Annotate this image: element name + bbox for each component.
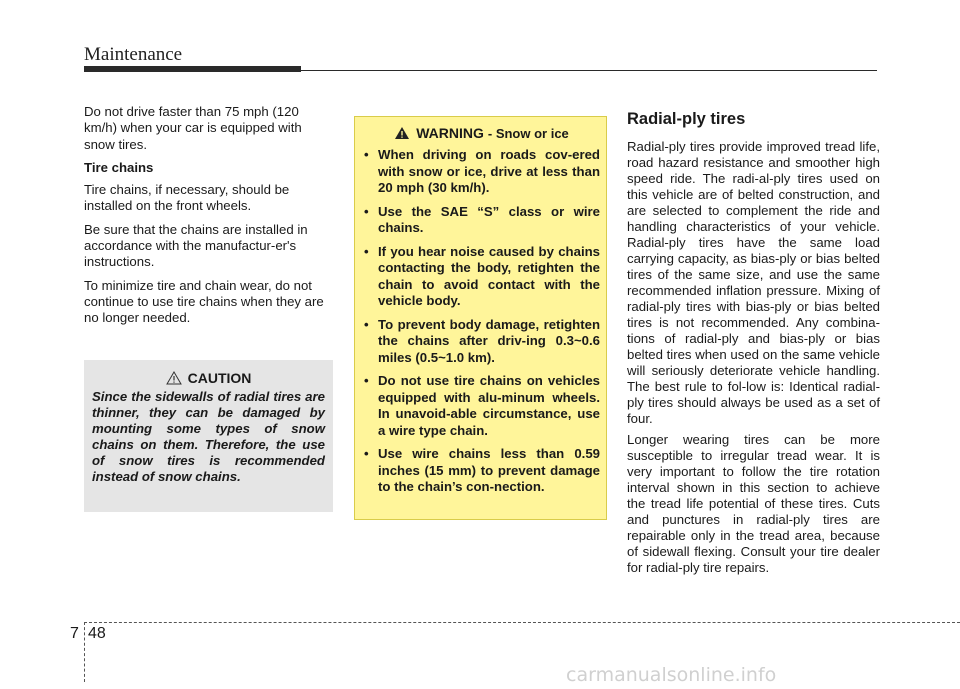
warning-triangle-icon xyxy=(394,126,410,140)
watermark: carmanualsonline.info xyxy=(566,664,777,686)
warning-subtitle: - Snow or ice xyxy=(487,125,569,141)
warning-list xyxy=(363,147,600,496)
tire-chains-heading: Tire chains xyxy=(84,159,154,175)
caution-triangle-icon xyxy=(166,371,182,385)
warning-item: • Use wire chains less than 0.59 inches (15 mm) to prevent damage to the chain’s con-nection. xyxy=(363,446,600,496)
right-column xyxy=(627,110,880,581)
warning-item: • If you hear noise caused by chains contacting the body, retighten the chain to avoid contact with the vehicle body. xyxy=(363,244,600,310)
warning-header xyxy=(363,125,600,141)
warning-item: • Use the SAE “S” class or wire chains. xyxy=(363,204,600,237)
radial-ply-heading: Radial-ply tires xyxy=(627,110,746,128)
paragraph: To minimize tire and chain wear, do not continue to use tire chains when they are no longer needed. xyxy=(84,277,324,326)
page-number: 48 xyxy=(88,625,106,642)
left-column xyxy=(84,104,334,334)
caution-header xyxy=(92,370,325,386)
header-rule-thick xyxy=(84,66,301,72)
warning-box xyxy=(354,116,607,520)
intro-paragraph: Do not drive faster than 75 mph (120 km/h) when your car is equipped with snow tires. xyxy=(84,104,302,152)
footer-divider xyxy=(84,622,960,623)
paragraph: Be sure that the chains are installed in accordance with the manufactur-er's instructions. xyxy=(84,221,308,270)
warning-item: • To prevent body damage, retighten the chains after driv-ing 0.3~0.6 miles (0.5~1.0 km). xyxy=(363,317,600,367)
warning-item: • Do not use tire chains on vehicles equipped with alu-minum wheels. In unavoid-able circumstance, use a wire type chain. xyxy=(363,373,600,439)
caution-text: Since the sidewalls of radial tires are thinner, they can be damaged by mounting some types of snow chains on them. Therefore, the use of snow tires is recommended instead of snow chains. xyxy=(92,389,325,484)
caution-box xyxy=(84,360,333,512)
warning-title: WARNING xyxy=(416,125,484,141)
header-rule-thin xyxy=(301,70,877,71)
chapter-number: 7 xyxy=(70,625,79,642)
paragraph: Radial-ply tires provide improved tread life, road hazard resistance and smoother high speed ride. The radi-al-ply tires used on this vehicle are of belted construction, and are selected to complement the ride and handling characteristics of your vehicle. Radial-ply tires have the same load carrying capacity, as bias-ply or bias belted tires of the same size, and use the same recommended inflation pressure. Mixing of radial-ply tires with bias-ply or bias belted tires is not recommended. Any combina-tions of radial-ply and bias-ply or bias belted tires when used on the same vehicle will seriously deteriorate vehicle handling. The best rule to fol-low is: Identical radial-ply tires should always be used as a set of four. xyxy=(627,139,880,426)
caution-title: CAUTION xyxy=(187,370,252,386)
footer-vertical-divider xyxy=(84,622,85,682)
paragraph: Tire chains, if necessary, should be installed on the front wheels. xyxy=(84,182,290,214)
paragraph: Longer wearing tires can be more susceptible to irregular tread wear. It is very important to follow the tire rotation interval shown in this section to achieve the tread life potential of these tires. Cuts and punctures in radial-ply tires are repairable only in the tread area, because of sidewall flexing. Consult your tire dealer for radial-ply tire repairs. xyxy=(627,432,880,575)
warning-item: • When driving on roads cov-ered with snow or ice, drive at less than 20 mph (30 km/h). xyxy=(363,147,600,197)
section-title: Maintenance xyxy=(84,44,183,65)
